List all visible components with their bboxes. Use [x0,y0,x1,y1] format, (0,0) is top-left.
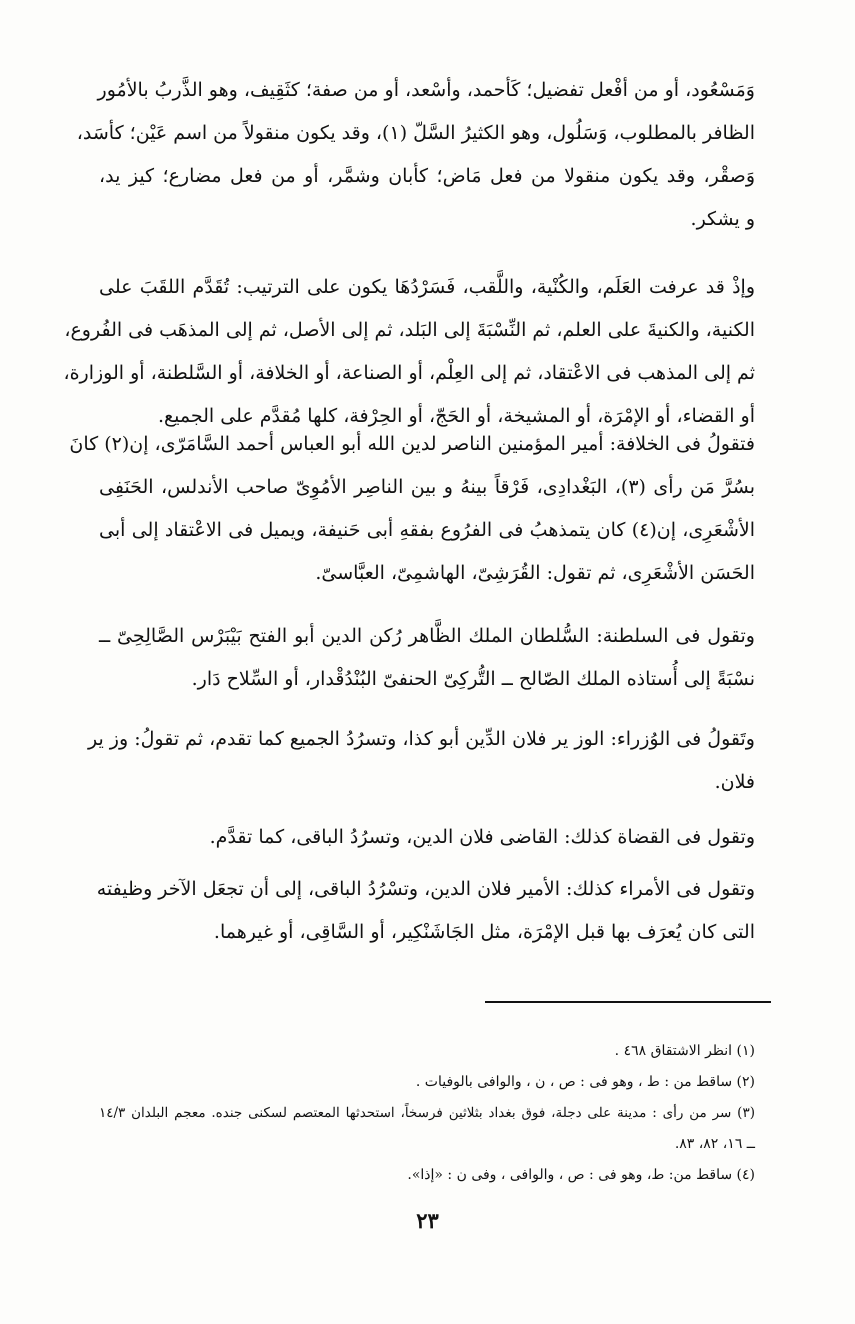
footnote-2: (٢) ساقط من : ط ، وهو فى : ص ، ن ، والوافى بالوفيات . [415,1074,755,1090]
paragraph-ministers [88,718,755,804]
text-line: وتقول فى الأمراء كذلك: الأمير فلان الدين، وتسْرُدُ الباقى، إلى أن تجعَل الآخر وظيفته [96,878,755,900]
paragraph-caliphate [69,423,755,595]
text-line: و يشكر. [690,208,755,230]
text-line: بسُرَّ مَن رأى (٣)، البَغْدادِى، فَرْقاً بينهُ و بين الناصِر الأمُوِىّ صاحب الأندلس، الحَنَفِى [99,476,755,498]
text-line: الظافر بالمطلوب، وَسَلُول، وهو الكثيرُ السَّلّ (١)، وقد يكون منقولاً من اسم عَيْن؛ كأسَد، [76,122,755,144]
text-line: وتقول فى القضاة كذلك: القاضى فلان الدين، وتسرُدُ الباقى، كما تقدَّم. [209,826,755,848]
footnote-divider [485,1001,771,1003]
text-line: وإذْ قد عرفت العَلَم، والكُنْية، واللَّقب، فَسَرْدُهَا يكون على الترتيب: تُقَدَّم اللقَبَ على [99,276,755,298]
footnote-1: (١) انظر الاشتقاق ٤٦٨ . [614,1043,755,1059]
footnote-4: (٤) ساقط من: ط، وهو فى : ص ، والوافى ، وفى ن : «إذا». [407,1167,755,1183]
text-line: الحَسَن الأشْعَرِى، ثم تقول: القُرَشِىّ، الهاشمِىّ، العبَّاسىّ. [315,562,755,584]
text-line: أو القضاء، أو الإمْرَة، أو المشيخة، أو الحَجّ، أو الحِرْفة، كلها مُقدَّم على الجميع. [158,405,755,427]
text-line: فلان. [714,771,755,793]
footnotes [99,1036,755,1191]
text-line: وَصقْر، وقد يكون منقولا من فعل مَاض؛ كأبان وشمَّر، أو من فعل مضارع؛ كيز يد، [99,165,755,187]
text-line: التى كان يُعرَف بها قبل الإمْرَة، مثل الجَاشَنْكِير، أو السَّاقِى، أو غيرهما. [213,921,755,943]
page-number: ٢٣ [416,1208,439,1233]
text-line: الكنية، والكنيةَ على العلم، ثم النِّسْبَةَ إلى البَلد، ثم إلى الأصل، ثم إلى المذهَب فى الفُروع، [64,319,755,341]
paragraph-name-derivation [76,69,755,241]
paragraph-emirs [96,868,755,954]
text-line: الأشْعَرِى، إن(٤) كان يتمذهبُ فى الفرُوع بفقهِ أبى حَنيفة، ويميل فى الاعْتقاد إلى أبى [99,519,755,541]
text-line: وتَقولُ فى الوُزراء: الوز ير فلان الدِّين أبو كذا، وتسرُدُ الجميع كما تقدم، ثم تقولُ: وز ير [88,728,755,750]
text-line: نسْبَةً إلى أُستاذه الملك الصّالح ــ التُّركِىّ الحنفىّ البُنْدُقْدار، أو السِّلاح دَار. [191,668,755,690]
text-line: فتقولُ فى الخلافة: أمير المؤمنين الناصر لدين الله أبو العباس أحمد السَّامَرّى، إن(٢) كانَ [69,433,755,455]
footnote-3-continued: ــ ١٦، ٨٢، ٨٣. [674,1136,755,1152]
footnote-3: (٣) سر من رأى : مدينة على دجلة، فوق بغداد بثلاثين فرسخاً، استحدثها المعتصم لسكنى جنده. معجم البلدان ١٤/٣ [99,1105,755,1121]
text-line: ثم إلى المذهب فى الاعْتقاد، ثم إلى العِلْم، أو الصناعة، أو الخلافة، أو السَّلطنة، أو الوزارة، [63,362,755,384]
paragraph-judges [99,816,755,859]
paragraph-name-order [63,266,755,438]
text-line: وَمَسْعُود، أو من أفْعل تفضيل؛ كَأحمد، وأسْعد، أو من صفة؛ كثَقِيف، وهو الذَّربُ بالأمُور [97,79,755,101]
paragraph-sultanate [99,615,755,701]
text-line: وتقول فى السلطنة: السُّلطان الملك الظَّاهر رُكن الدين أبو الفتح بَيْبَرْس الصَّالِحِىّ ــ [99,625,755,647]
